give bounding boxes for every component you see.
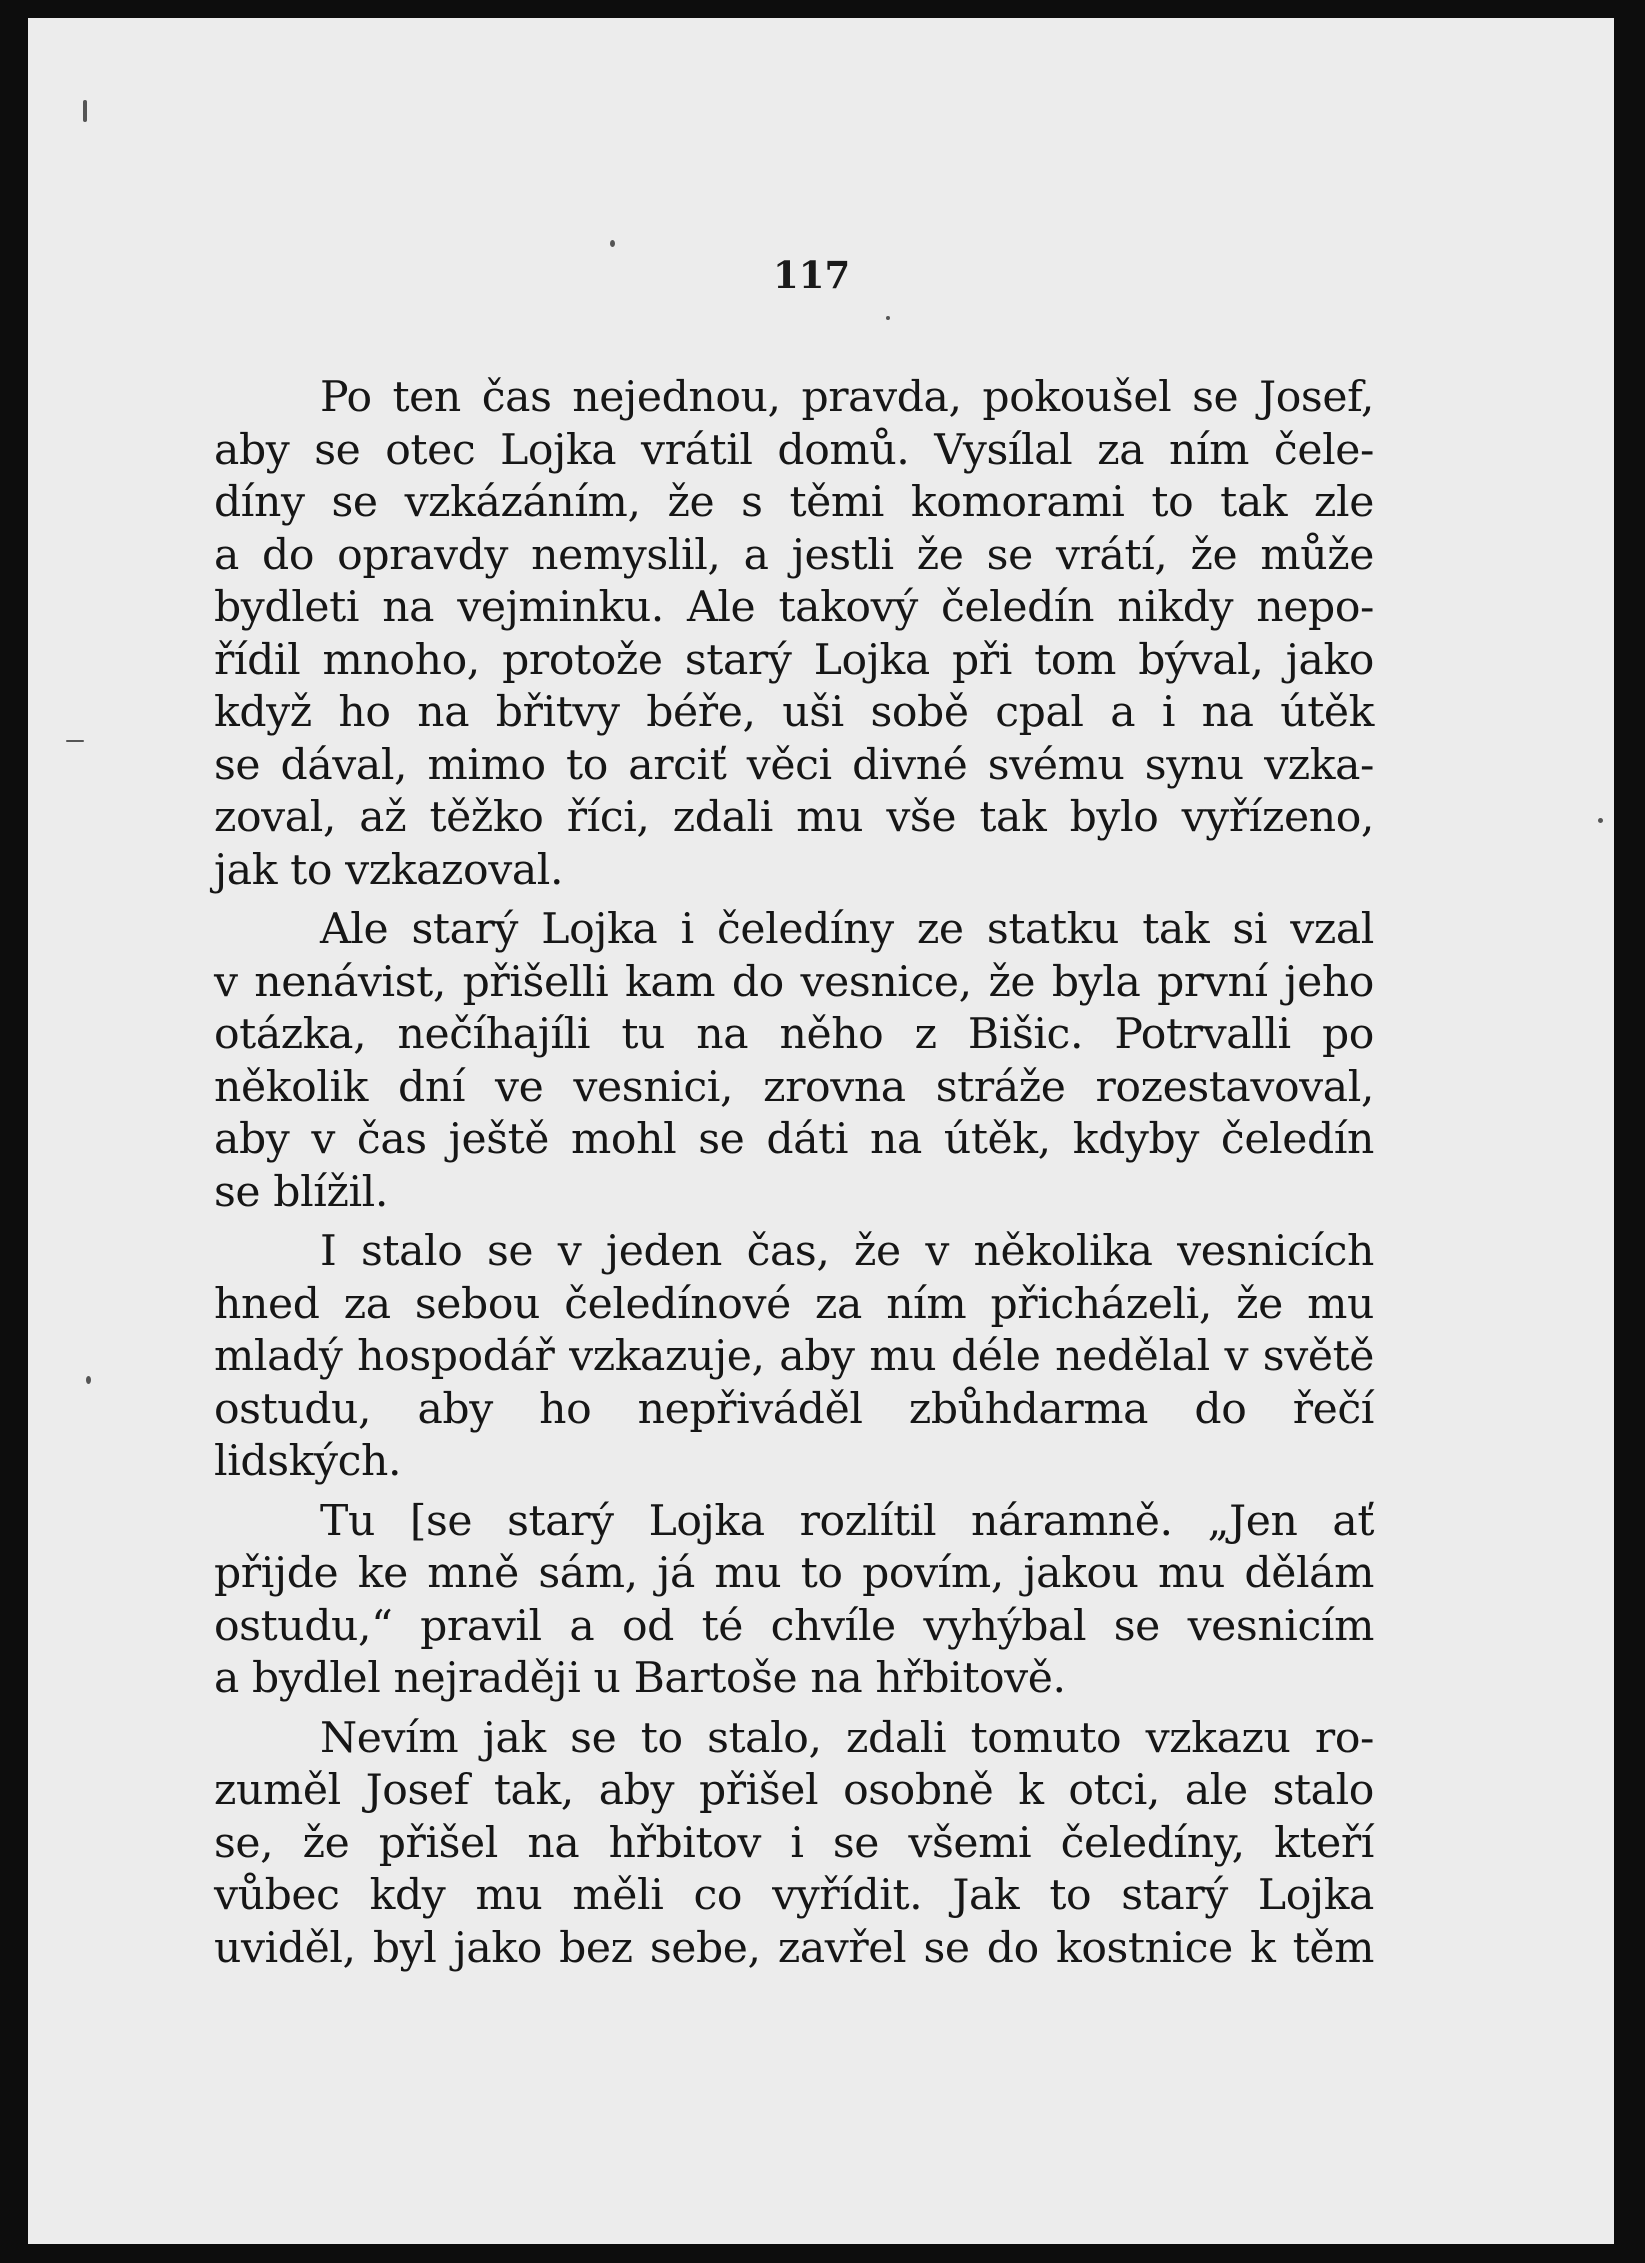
text-line: aby se otec Lojka vrátil domů. Vysílal za ním čele- — [214, 425, 1374, 475]
speck-mark — [83, 100, 87, 122]
paragraph-3 — [214, 1226, 1374, 1489]
speck-mark — [66, 740, 84, 742]
text-line: ostudu, aby ho nepřiváděl zbůhdarma do řečí lidských. — [214, 1384, 1374, 1486]
text-line: a do opravdy nemyslil, a jestli že se vrátí, že může — [214, 530, 1374, 580]
text-line: Ale starý Lojka i čeledíny ze statku tak si vzal — [320, 905, 1374, 954]
paragraph-4 — [214, 1496, 1374, 1706]
text-line: aby v čas ještě mohl se dáti na útěk, kdyby čeledín — [214, 1115, 1374, 1164]
text-line: přijde ke mně sám, já mu to povím, jakou mu dělám — [214, 1549, 1374, 1598]
text-line: ostudu,“ pravil a od té chvíle vyhýbal se vesnicím — [214, 1601, 1374, 1651]
book-page — [28, 18, 1614, 2244]
text-line: bydleti na vejminku. Ale takový čeledín nikdy nepo- — [214, 583, 1374, 632]
text-line: Po ten čas nejednou, pravda, pokoušel se Josef, — [320, 373, 1374, 422]
text-line: v nenávist, přišelli kam do vesnice, že byla první jeho — [214, 957, 1374, 1007]
text-line: se, že přišel na hřbitov i se všemi čeledíny, kteří — [214, 1818, 1374, 1868]
page-number: 117 — [773, 253, 851, 297]
text-line: zoval, až těžko říci, zdali mu vše tak bylo vyřízeno, — [214, 793, 1374, 842]
paragraph-2 — [214, 904, 1374, 1219]
text-line: zuměl Josef tak, aby přišel osobně k otci, ale stalo — [214, 1766, 1374, 1815]
text-line: když ho na břitvy béře, uši sobě cpal a i na útěk — [214, 688, 1374, 737]
text-line: I stalo se v jeden čas, že v několika vesnicích — [320, 1227, 1374, 1276]
text-line: řídil mnoho, protože starý Lojka při tom býval, jako — [214, 635, 1374, 685]
text-line: hned za sebou čeledínové za ním přicházeli, že mu — [214, 1279, 1374, 1329]
text-line: několik dní ve vesnici, zrovna stráže rozestavoval, — [214, 1062, 1374, 1112]
text-line: Nevím jak se to stalo, zdali tomuto vzkazu ro- — [320, 1713, 1374, 1763]
text-line: jak to vzkazoval. — [214, 845, 564, 895]
paragraph-5 — [214, 1713, 1374, 1976]
text-line: se dával, mimo to arciť věci divné svému synu vzka- — [214, 740, 1374, 790]
speck-mark — [86, 1376, 91, 1384]
text-line: vůbec kdy mu měli co vyřídit. Jak to starý Lojka — [214, 1871, 1374, 1920]
text-line: díny se vzkázáním, že s těmi komorami to tak zle — [214, 478, 1374, 527]
text-line: se blížil. — [214, 1167, 388, 1217]
speck-mark — [1598, 818, 1603, 823]
text-line: mladý hospodář vzkazuje, aby mu déle nedělal v světě — [214, 1332, 1374, 1381]
speck-mark — [886, 316, 890, 320]
text-line: otázka, nečíhajíli tu na něho z Bišic. Potrvalli po — [214, 1010, 1374, 1059]
text-line: a bydlel nejraději u Bartoše na hřbitově. — [214, 1654, 1066, 1703]
body-text — [214, 372, 1374, 1975]
text-line: uviděl, byl jako bez sebe, zavřel se do kostnice k těm — [214, 1923, 1374, 1973]
speck-mark — [610, 240, 615, 247]
text-line: Tu [se starý Lojka rozlítil náramně. „Jen ať — [320, 1496, 1374, 1546]
paragraph-1 — [214, 372, 1374, 897]
